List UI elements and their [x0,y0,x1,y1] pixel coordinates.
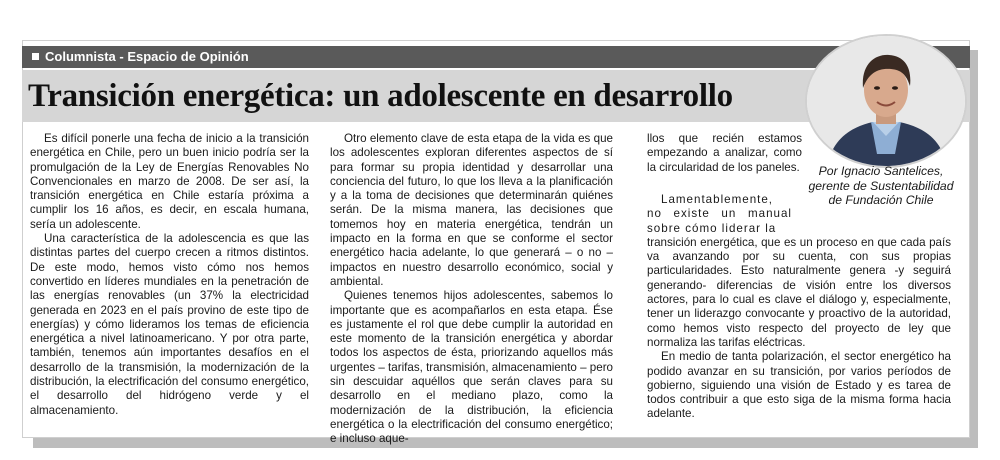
article-column-3 [647,193,951,422]
article-column-3-top [647,132,802,175]
author-caption [790,164,972,208]
headline: Transición energética: un adolescente en desarrollo [28,78,733,114]
article-column-2 [330,132,613,447]
caption-line: gerente de Sustentabilidad [808,178,954,193]
lead-text: Lamentablemente, no existe un manual sobre cómo liderar la [647,193,792,235]
section-label: Columnista - Espacio de Opinión [45,49,249,64]
paragraph-lead [647,193,792,236]
paragraph: Otro elemento clave de esta etapa de la vida es que los adolescentes exploran diferentes aspectos de sí para formar su propia identidad y desarrollar una conciencia del futuro, lo que los lleva a la planificación y a la toma de decisiones que determinarán quiénes serán. De la misma manera, las decisiones que tomemos hoy en materia energética, tendrán un impacto en la forma en que se conforme el sector energético hacia adelante, lo que generará – o no – impactos en nuestro desarrollo económico, social y ambiental. [330,132,613,288]
paragraph: transición energética, que es un proceso en que cada país va avanzando por su cuenta, con sus propias particularidades. Esto naturalmente genera -y seguirá generando- diferencias de visión entre los diversos actores, para lo cual es clave el diálogo y, especialmente, tener un liderazgo convocante y proactivo de la autoridad, como hemos visto respecto del proyecto de ley que normaliza las tarifas eléctricas. [647,235,951,349]
author-portrait-icon [807,36,965,166]
article-column-1 [30,132,309,418]
caption-line: Por Ignacio Santelices, [818,164,944,178]
author-photo [805,34,967,168]
paragraph: Es difícil ponerle una fecha de inicio a la transición energética en Chile, pero un buen inicio podría ser la promulgación de la Ley de Energías Renovables No Convencionales en marzo de 2008. De ser así, la transición energética en Chile estaría próxima a cumplir los 16 años, es decir, en escala humana, sería un adolescente. [30,132,309,231]
caption-line: de Fundación Chile [828,193,934,207]
paragraph: Una característica de la adolescencia es que las distintas partes del cuerpo crecen a ritmos distintos. De este modo, hemos visto cómo nos hemos convertido en líderes mundiales en la penetración de las energías renovables (un 37% la electricidad generada en 2023 en el país provino de este tipo de energías) y cómo lideramos los temas de eficiencia energética a nivel latinoamericano. Y por otra parte, también, tenemos aún importantes desafíos en el desarrollo de la transmisión, la modernización de la distribución, la electrificación del consumo energético, el desarrollo del hidrógeno verde y el almacenamiento. [30,232,309,417]
paragraph: Quienes tenemos hijos adolescentes, sabemos lo importante que es acompañarlos en esta etapa. Ése es justamente el rol que debe cumplir la autoridad en este momento de la transición energética y abordar todos los aspectos de ésta, priorizando aquellos más urgentes – tarifas, transmisión, almacenamiento – pero sin descuidar aquéllos que serán claves para su desarrollo en el mediano plazo, como la modernización de la distribución, la eficiencia energética o la electrificación del consumo energético; e incluso aque- [330,289,613,446]
paragraph-continuation: llos que recién estamos empezando a analizar, como la circularidad de los paneles. [647,132,802,174]
paragraph: En medio de tanta polarización, el sector energético ha podido avanzar en su transición, por varios períodos de gobierno, siguiendo una visión de Estado y es tarea de todos contribuir a que esto siga de la misma forma hacia adelante. [647,350,951,421]
bullet-square-icon [32,53,39,60]
